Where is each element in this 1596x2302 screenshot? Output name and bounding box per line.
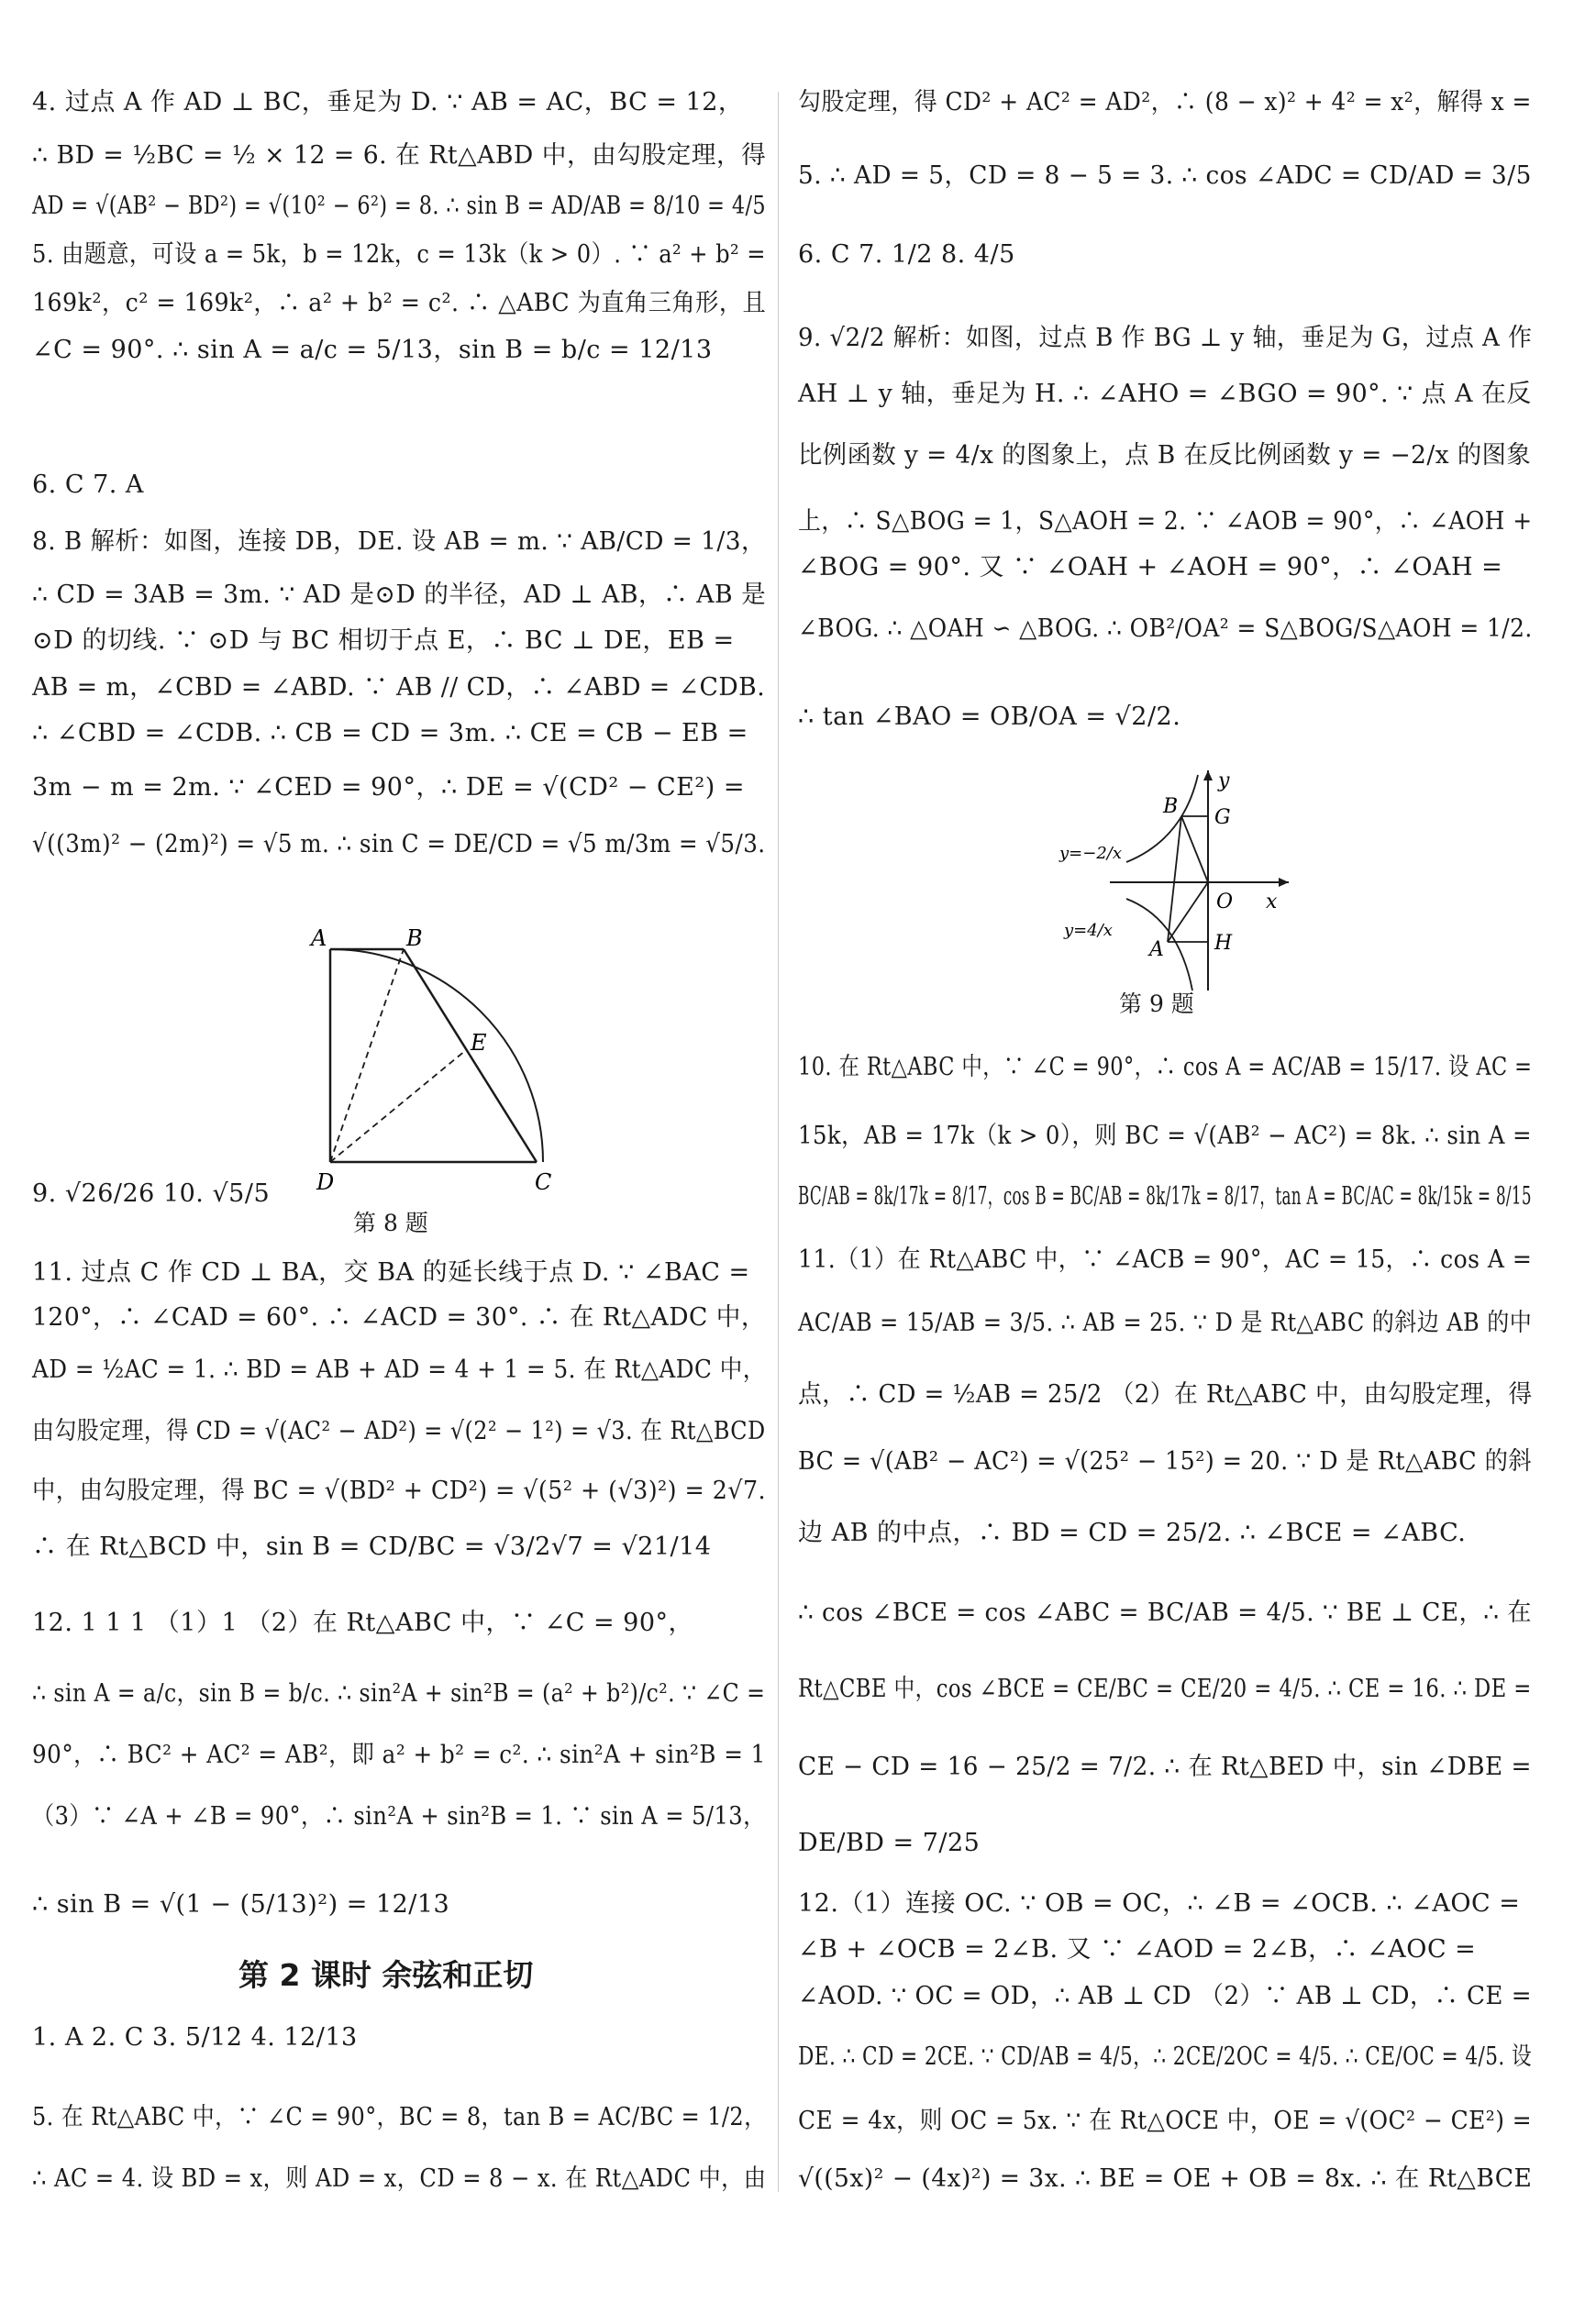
label-b: B <box>406 925 423 951</box>
text-line: ∴ 在 Rt△BCD 中，sin B = CD/BC = √3/2√7 = √21/14 <box>32 1533 712 1561</box>
text-line: 比例函数 y = 4/x 的图象上，点 B 在反比例函数 y = −2/x 的图象 <box>798 441 1532 470</box>
text-line: （3）∵ ∠A + ∠B = 90°，∴ sin²A + sin²B = 1. ∵ sin A = 5/13， <box>32 1802 766 1831</box>
y-axis-arrow <box>1203 770 1213 780</box>
text-line: √((3m)² − (2m)²) = √5 m. ∴ sin C = DE/CD = √5 m/3m = √5/3. <box>32 830 766 858</box>
text-line: AC/AB = 15/AB = 3/5. ∴ AB = 25. ∵ D 是 Rt△ABC 的斜边 AB 的中 <box>798 1309 1533 1337</box>
text-line: 6. C 7. 1/2 8. 4/5 <box>798 240 1015 269</box>
text-line: ∠C = 90°. ∴ sin A = a/c = 5/13，sin B = b/c = 12/13 <box>32 336 713 364</box>
figure-8-svg <box>271 913 564 1206</box>
label-o: O <box>1216 891 1234 913</box>
text-line: 由勾股定理，得 CD = √(AC² − AD²) = √(2² − 1²) = √3. 在 Rt△BCD <box>32 1417 766 1445</box>
text-line: 90°，∴ BC² + AC² = AB²，即 a² + b² = c². ∴ sin²A + sin²B = 1 <box>32 1741 766 1769</box>
text-line: 3m − m = 2m. ∵ ∠CED = 90°，∴ DE = √(CD² − CE²) = <box>32 773 745 802</box>
text-line: BC = √(AB² − AC²) = √(25² − 15²) = 20. ∵ D 是 Rt△ABC 的斜 <box>798 1447 1533 1476</box>
text-line: 11.（1）在 Rt△ABC 中，∵ ∠ACB = 90°，AC = 15，∴ cos A = <box>798 1245 1533 1274</box>
text-line: 12.（1）连接 OC. ∵ OB = OC，∴ ∠B = ∠OCB. ∴ ∠AOC = <box>798 1889 1521 1918</box>
figure-9-caption: 第 9 题 <box>1119 991 1194 1017</box>
text-line: 169k²，c² = 169k²，∴ a² + b² = c². ∴ △ABC 为直角三角形，且 <box>32 289 767 317</box>
text-line: ⊙D 的切线. ∵ ⊙D 与 BC 相切于点 E，∴ BC ⊥ DE，EB = <box>32 626 735 655</box>
figure-9 <box>1018 761 1293 1000</box>
x-axis-arrow <box>1279 878 1289 887</box>
text-line: 4. 过点 A 作 AD ⊥ BC，垂足为 D. ∵ AB = AC，BC = 12， <box>32 88 744 116</box>
text-line: 1. A 2. C 3. 5/12 4. 12/13 <box>32 2023 358 2052</box>
label-a: A <box>311 925 327 951</box>
text-line: CE = 4x，则 OC = 5x. ∵ 在 Rt△OCE 中，OE = √(OC² − CE²) = <box>798 2107 1533 2135</box>
figure-8-caption: 第 8 题 <box>353 1210 428 1236</box>
text-line: BC/AB = 8k/17k = 8/17，cos B = BC/AB = 8k/17k = 8/17，tan A = BC/AC = 8k/15k = 8/15 <box>798 1182 1532 1211</box>
text-line: 10. 在 Rt△ABC 中，∵ ∠C = 90°，∴ cos A = AC/AB = 15/17. 设 AC = <box>798 1053 1533 1081</box>
label-x-axis: x <box>1266 891 1278 913</box>
text-line: 中，由勾股定理，得 BC = √(BD² + CD²) = √(5² + (√3)²) = 2√7. <box>32 1477 767 1505</box>
text-line: ∴ sin B = √(1 − (5/13)²) = 12/13 <box>32 1890 450 1919</box>
label-c: C <box>535 1169 552 1195</box>
label-a: A <box>1149 938 1164 961</box>
text-line: AH ⊥ y 轴，垂足为 H. ∴ ∠AHO = ∠BGO = 90°. ∵ 点 A 在反 <box>798 380 1532 408</box>
text-line: CE − CD = 16 − 25/2 = 7/2. ∴ 在 Rt△BED 中，sin ∠DBE = <box>798 1753 1532 1781</box>
text-line: 9. √26/26 10. √5/5 <box>32 1179 271 1208</box>
segment-ab <box>1168 816 1181 942</box>
text-line: ∠BOG. ∴ △OAH ∽ △BOG. ∴ OB²/OA² = S△BOG/S△AOH = 1/2. <box>798 614 1533 643</box>
text-line: 点，∴ CD = ½AB = 25/2 （2）在 Rt△ABC 中，由勾股定理，得 <box>798 1380 1533 1409</box>
label-curve-4: y=4/x <box>1064 921 1113 940</box>
figure-9-svg <box>1018 761 1293 1000</box>
text-line: 5. 在 Rt△ABC 中，∵ ∠C = 90°，BC = 8，tan B = AC/BC = 1/2， <box>32 2103 767 2131</box>
text-line: ∴ CD = 3AB = 3m. ∵ AD 是⊙D 的半径，AD ⊥ AB，∴ AB 是 <box>32 581 767 609</box>
text-line: 120°，∴ ∠CAD = 60°. ∴ ∠ACD = 30°. ∴ 在 Rt△ADC 中， <box>32 1303 766 1332</box>
curve-y-neg2-over-x <box>1126 775 1198 862</box>
arc-circle-d <box>330 949 543 1162</box>
text-line: ∴ BD = ½BC = ½ × 12 = 6. 在 Rt△ABD 中，由勾股定理，得 <box>32 141 767 170</box>
text-line: ∠AOD. ∵ OC = OD，∴ AB ⊥ CD （2）∵ AB ⊥ CD，∴ CE = <box>798 1982 1533 2010</box>
text-line: 5. ∴ AD = 5，CD = 8 − 5 = 3. ∴ cos ∠ADC = CD/AD = 3/5 <box>798 161 1532 190</box>
text-line: ∠B + ∠OCB = 2∠B. 又 ∵ ∠AOD = 2∠B，∴ ∠AOC = <box>798 1935 1477 1964</box>
text-line: 8. B 解析：如图，连接 DB，DE. 设 AB = m. ∵ AB/CD = 1/3， <box>32 527 766 556</box>
segment-db-dashed <box>330 949 404 1162</box>
label-curve-neg2: y=−2/x <box>1059 844 1123 863</box>
section-heading: 第 2 课时 余弦和正切 <box>238 1957 534 1993</box>
figure-8 <box>271 913 564 1206</box>
text-line: AD = √(AB² − BD²) = √(10² − 6²) = 8. ∴ sin B = AD/AB = 8/10 = 4/5 <box>32 192 767 220</box>
segment-bc <box>404 949 537 1162</box>
label-d: D <box>316 1169 335 1195</box>
label-y-axis: y <box>1218 769 1230 792</box>
text-line: 5. 由题意，可设 a = 5k，b = 12k，c = 13k（k > 0）. ∵ a² + b² = <box>32 240 767 269</box>
column-divider <box>778 92 779 2192</box>
label-h: H <box>1214 932 1233 955</box>
text-line: Rt△CBE 中，cos ∠BCE = CE/BC = CE/20 = 4/5. ∴ CE = 16. ∴ DE = <box>798 1675 1532 1703</box>
text-line: 6. C 7. A <box>32 470 144 499</box>
text-line: 9. √2/2 解析：如图，过点 B 作 BG ⊥ y 轴，垂足为 G，过点 A 作 <box>798 324 1533 352</box>
label-b: B <box>1163 795 1179 818</box>
text-line: ∠BOG = 90°. 又 ∵ ∠OAH + ∠AOH = 90°，∴ ∠OAH = <box>798 553 1503 581</box>
text-line: 勾股定理，得 CD² + AC² = AD²，∴ (8 − x)² + 4² = x²，解得 x = <box>798 88 1532 116</box>
text-line: 12. 1 1 1 （1）1 （2）在 Rt△ABC 中，∵ ∠C = 90°， <box>32 1609 694 1637</box>
segment-de-dashed <box>330 1050 466 1162</box>
label-e: E <box>471 1030 487 1056</box>
text-line: AD = ½AC = 1. ∴ BD = AB + AD = 4 + 1 = 5. 在 Rt△ADC 中， <box>32 1356 766 1384</box>
text-line: 15k，AB = 17k（k > 0），则 BC = √(AB² − AC²) = 8k. ∴ sin A = <box>798 1122 1532 1150</box>
text-line: ∴ AC = 4. 设 BD = x，则 AD = x，CD = 8 − x. 在 Rt△ADC 中，由 <box>32 2164 767 2193</box>
text-line: ∴ cos ∠BCE = cos ∠ABC = BC/AB = 4/5. ∵ BE ⊥ CE，∴ 在 <box>798 1599 1533 1627</box>
text-line: AB = m，∠CBD = ∠ABD. ∵ AB // CD，∴ ∠ABD = ∠CDB. <box>32 673 766 702</box>
segment-ob <box>1181 816 1208 882</box>
label-g: G <box>1214 806 1231 829</box>
text-line: 边 AB 的中点，∴ BD = CD = 25/2. ∴ ∠BCE = ∠ABC. <box>798 1519 1467 1547</box>
text-line: ∴ sin A = a/c，sin B = b/c. ∴ sin²A + sin²B = (a² + b²)/c². ∵ ∠C = <box>32 1679 766 1708</box>
text-line: 11. 过点 C 作 CD ⊥ BA，交 BA 的延长线于点 D. ∵ ∠BAC = <box>32 1258 750 1287</box>
text-line: ∴ ∠CBD = ∠CDB. ∴ CB = CD = 3m. ∴ CE = CB − EB = <box>32 719 748 747</box>
text-line: 上，∴ S△BOG = 1，S△AOH = 2. ∵ ∠AOB = 90°，∴ ∠AOH + <box>798 507 1533 536</box>
text-line: √((5x)² − (4x)²) = 3x. ∴ BE = OE + OB = 8x. ∴ 在 Rt△BCE <box>798 2164 1533 2193</box>
text-line: ∴ tan ∠BAO = OB/OA = √2/2. <box>798 703 1181 731</box>
text-line: DE. ∴ CD = 2CE. ∵ CD/AB = 4/5，∴ 2CE/2OC = 4/5. ∴ CE/OC = 4/5. 设 <box>798 2042 1533 2071</box>
text-line: DE/BD = 7/25 <box>798 1829 981 1857</box>
